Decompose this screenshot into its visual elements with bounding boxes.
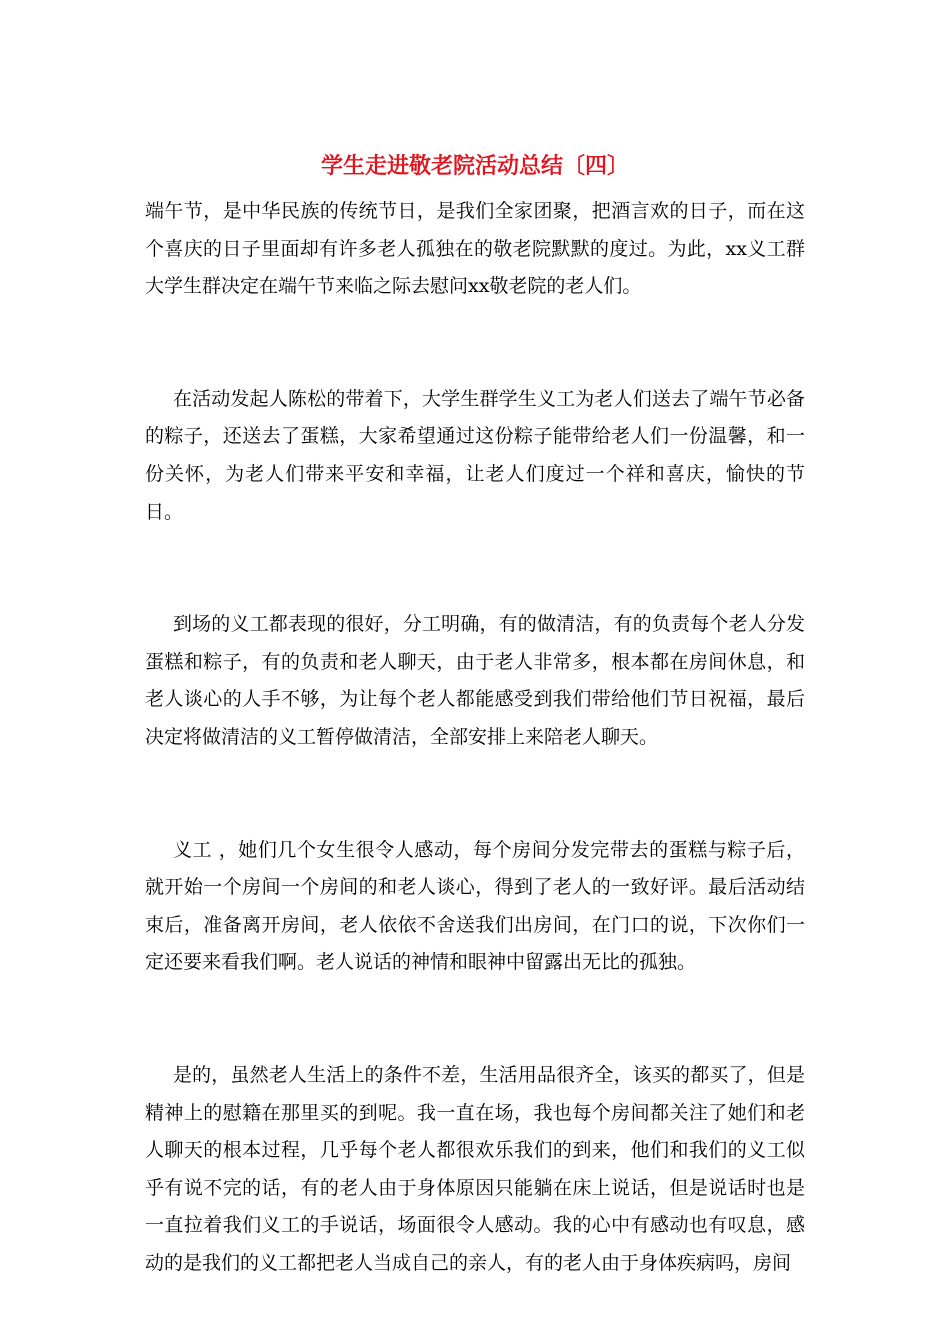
document-body [145,193,805,1282]
paragraph-reflection: 是的，虽然老人生活上的条件不差，生活用品很齐全，该买的都买了，但是精神上的慰籍在那里买的到呢。我一直在场，我也每个房间都关注了她们和老人聊天的根本过程，几乎每个老人都很欢乐我们的到来，他们和我们的义工似乎有说不完的话，有的老人由于身体原因只能躺在床上说话，但是说话时也是一直拉着我们义工的手说话，场面很令人感动。我的心中有感动也有叹息，感动的是我们的义工都把老人当成自己的亲人，有的老人由于身体疾病吗，房间 [145,1063,805,1274]
paragraph-gap [145,757,805,832]
paragraph-gap [145,306,805,381]
paragraph-volunteers: 到场的义工都表现的很好，分工明确，有的做清洁，有的负责每个老人分发蛋糕和粽子，有的负责和老人聊天，由于老人非常多，根本都在房间休息，和老人谈心的人手不够，为让每个老人都能感受到我们带给他们节日祝福，最后决定将做清洁的义工暂停做清洁，全部安排上来陪老人聊天。 [145,613,805,748]
paragraph-gap [145,531,805,606]
paragraph-gap [145,982,805,1057]
paragraph-intro: 端午节，是中华民族的传统节日，是我们全家团聚，把酒言欢的日子，而在这个喜庆的日子里面却有许多老人孤独在的敬老院默默的度过。为此，xx义工群大学生群决定在端午节来临之际去慰问xx敬老院的老人们。 [145,200,805,298]
paragraph-farewell: 义工 ，她们几个女生很令人感动，每个房间分发完带去的蛋糕与粽子后，就开始一个房间一个房间的和老人谈心，得到了老人的一致好评。最后活动结束后，准备离开房间，老人依依不舍送我们出房间，在门口的说，下次你们一定还要来看我们啊。老人说话的神情和眼神中留露出无比的孤独。 [145,838,805,974]
document-title: 学生走进敬老院活动总结〔四〕 [320,154,629,179]
paragraph-gifts: 在活动发起人陈松的带着下，大学生群学生义工为老人们送去了端午节必备的粽子，还送去了蛋糕，大家希望通过这份粽子能带给老人们一份温馨，和一份关怀，为老人们带来平安和幸福，让老人们度过一个祥和喜庆，愉快的节日。 [145,387,805,523]
